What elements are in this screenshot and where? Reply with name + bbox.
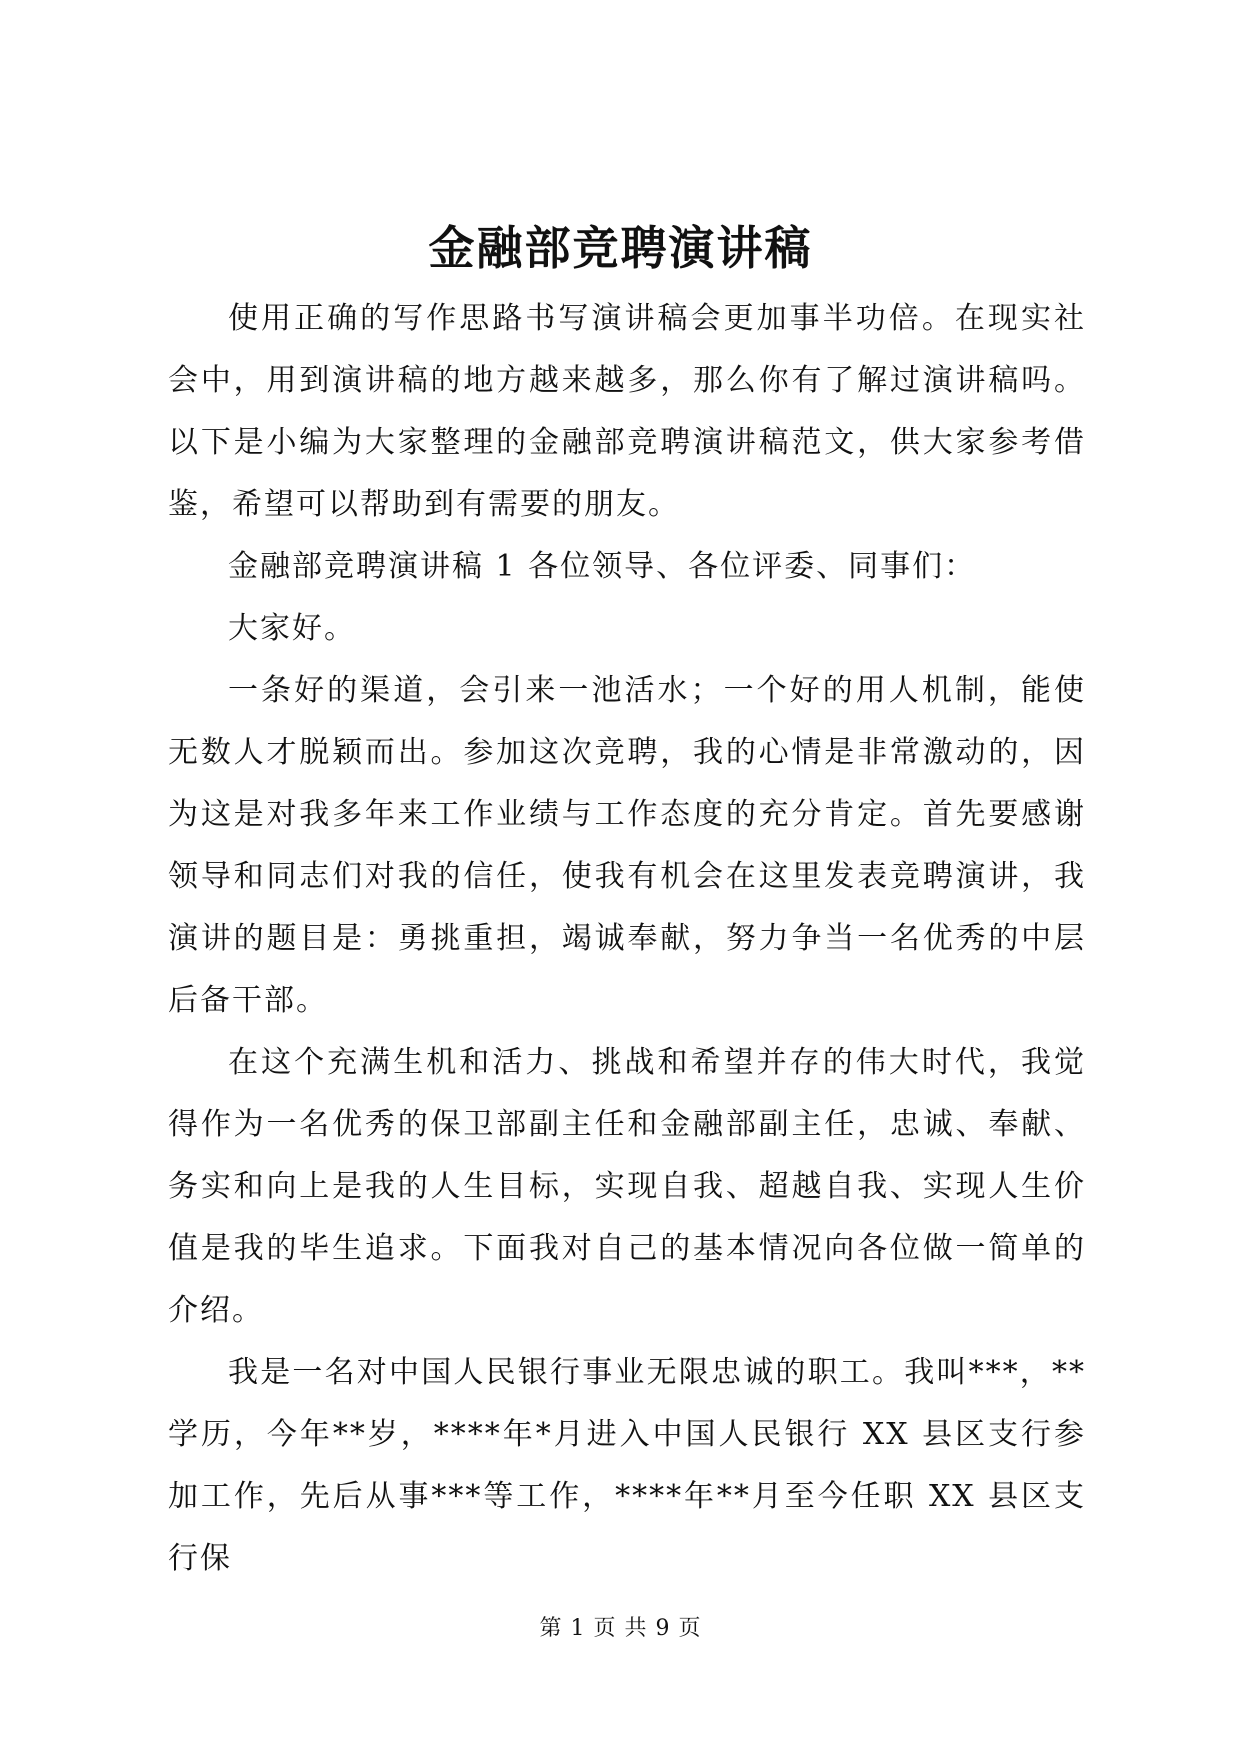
paragraph-opening: 一条好的渠道，会引来一池活水；一个好的用人机制，能使无数人才脱颖而出。参加这次竞聘，我的心情是非常激动的，因为这是对我多年来工作业绩与工作态度的充分肯定。首先要感谢领导和同志们对我的信任，使我有机会在这里发表竞聘演讲，我演讲的题目是：勇挑重担，竭诚奉献，努力争当一名优秀的中层后备干部。 [168,673,1086,1018]
document-title: 金融部竞聘演讲稿 [428,221,813,275]
paragraph-goals: 在这个充满生机和活力、挑战和希望并存的伟大时代，我觉得作为一名优秀的保卫部副主任和金融部副主任，忠诚、奉献、务实和向上是我的人生目标，实现自我、超越自我、实现人生价值是我的毕生追求。下面我对自己的基本情况向各位做一简单的介绍。 [168,1045,1086,1328]
document-body [168,288,1086,1590]
paragraph-greeting: 大家好。 [228,611,356,646]
paragraph-self-intro: 我是一名对中国人民银行事业无限忠诚的职工。我叫***，**学历，今年**岁，****年*月进入中国人民银行 XX 县区支行参加工作，先后从事***等工作，****年**月至今任职 XX 县区支行保 [168,1355,1086,1576]
page-number-footer: 第 1 页 共 9 页 [539,1616,702,1641]
paragraph-salutation: 金融部竞聘演讲稿 1 各位领导、各位评委、同事们： [228,549,977,584]
paragraph-intro: 使用正确的写作思路书写演讲稿会更加事半功倍。在现实社会中，用到演讲稿的地方越来越多，那么你有了解过演讲稿吗。以下是小编为大家整理的金融部竞聘演讲稿范文，供大家参考借鉴，希望可以帮助到有需要的朋友。 [168,301,1086,522]
